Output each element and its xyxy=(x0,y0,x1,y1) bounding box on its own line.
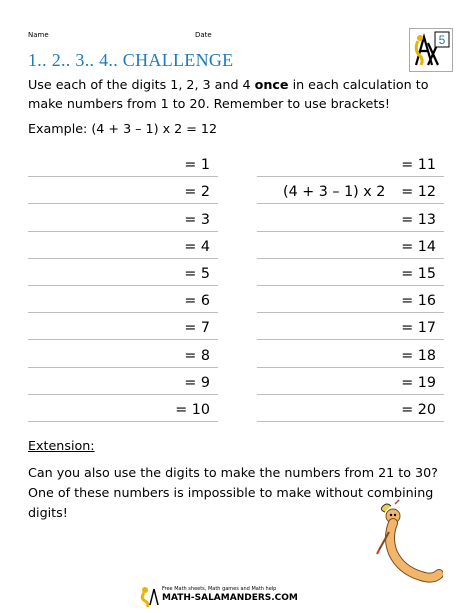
answer-row[interactable] xyxy=(257,395,444,422)
answer-row[interactable] xyxy=(257,313,444,340)
target-number: = 15 xyxy=(401,265,436,282)
answer-row[interactable] xyxy=(28,150,218,177)
target-number: = 20 xyxy=(401,401,436,418)
right-answer-column xyxy=(257,150,444,422)
left-answer-column xyxy=(28,150,218,422)
target-number: = 4 xyxy=(184,238,210,255)
grade-badge: 5 xyxy=(438,33,446,47)
target-number: = 13 xyxy=(401,211,436,228)
target-number: = 5 xyxy=(184,265,210,282)
target-number: = 18 xyxy=(401,347,436,364)
footer-brand[interactable] xyxy=(138,585,338,607)
target-number: = 19 xyxy=(401,374,436,391)
answer-row[interactable] xyxy=(28,177,218,204)
target-number: = 11 xyxy=(401,157,436,174)
name-label: Name xyxy=(28,31,49,39)
answer-row[interactable] xyxy=(257,204,444,231)
footer-site-name[interactable]: MATH-SALAMANDERS.COM xyxy=(162,593,298,603)
page-title: 1.. 2.. 3.. 4.. CHALLENGE xyxy=(28,50,234,70)
answer-row[interactable] xyxy=(28,395,218,422)
answer-row[interactable] xyxy=(257,340,444,367)
math-salamanders-grade-5-icon xyxy=(409,28,453,72)
target-number: = 17 xyxy=(401,320,436,337)
target-number: = 16 xyxy=(401,293,436,310)
answer-row[interactable] xyxy=(257,177,444,204)
target-number: = 6 xyxy=(184,293,210,310)
answer-row[interactable] xyxy=(28,340,218,367)
answer-row[interactable] xyxy=(257,368,444,395)
answer-row[interactable] xyxy=(28,259,218,286)
worm-with-pencil-icon xyxy=(373,498,443,583)
worked-expression: (4 + 3 – 1) x 2 xyxy=(283,184,386,201)
answer-row[interactable] xyxy=(28,286,218,313)
extension-line-1: Can you also use the digits to make the numbers from 21 to 30? xyxy=(28,465,438,480)
date-label: Date xyxy=(195,31,212,39)
target-number: = 2 xyxy=(184,184,210,201)
answer-row[interactable] xyxy=(257,150,444,177)
target-number: = 1 xyxy=(184,157,210,174)
instructions xyxy=(28,75,448,113)
salamander-logo-icon xyxy=(138,585,160,607)
target-number: = 14 xyxy=(401,238,436,255)
target-number: = 7 xyxy=(184,320,210,337)
instructions-part2: in each calculation to make numbers from 1 to 20. Remember to use brackets! xyxy=(28,77,429,111)
target-number: = 3 xyxy=(184,211,210,228)
instructions-bold: once xyxy=(254,77,289,92)
target-number: = 10 xyxy=(175,401,210,418)
answer-row[interactable] xyxy=(28,313,218,340)
instructions-part1: Use each of the digits 1, 2, 3 and 4 xyxy=(28,77,255,92)
answer-row[interactable] xyxy=(28,368,218,395)
answer-row[interactable] xyxy=(28,204,218,231)
target-number: = 12 xyxy=(401,184,436,201)
extension-heading: Extension: xyxy=(28,438,95,453)
extension-line-2: One of these numbers is impossible to make without combining digits! xyxy=(28,485,434,520)
answer-row[interactable] xyxy=(257,259,444,286)
answer-row[interactable] xyxy=(257,232,444,259)
target-number: = 9 xyxy=(184,374,210,391)
answer-row[interactable] xyxy=(257,286,444,313)
example-line: Example: (4 + 3 – 1) x 2 = 12 xyxy=(28,121,218,136)
footer-tagline: Free Math sheets, Math games and Math help xyxy=(162,586,277,592)
target-number: = 8 xyxy=(184,347,210,364)
answer-row[interactable] xyxy=(28,232,218,259)
